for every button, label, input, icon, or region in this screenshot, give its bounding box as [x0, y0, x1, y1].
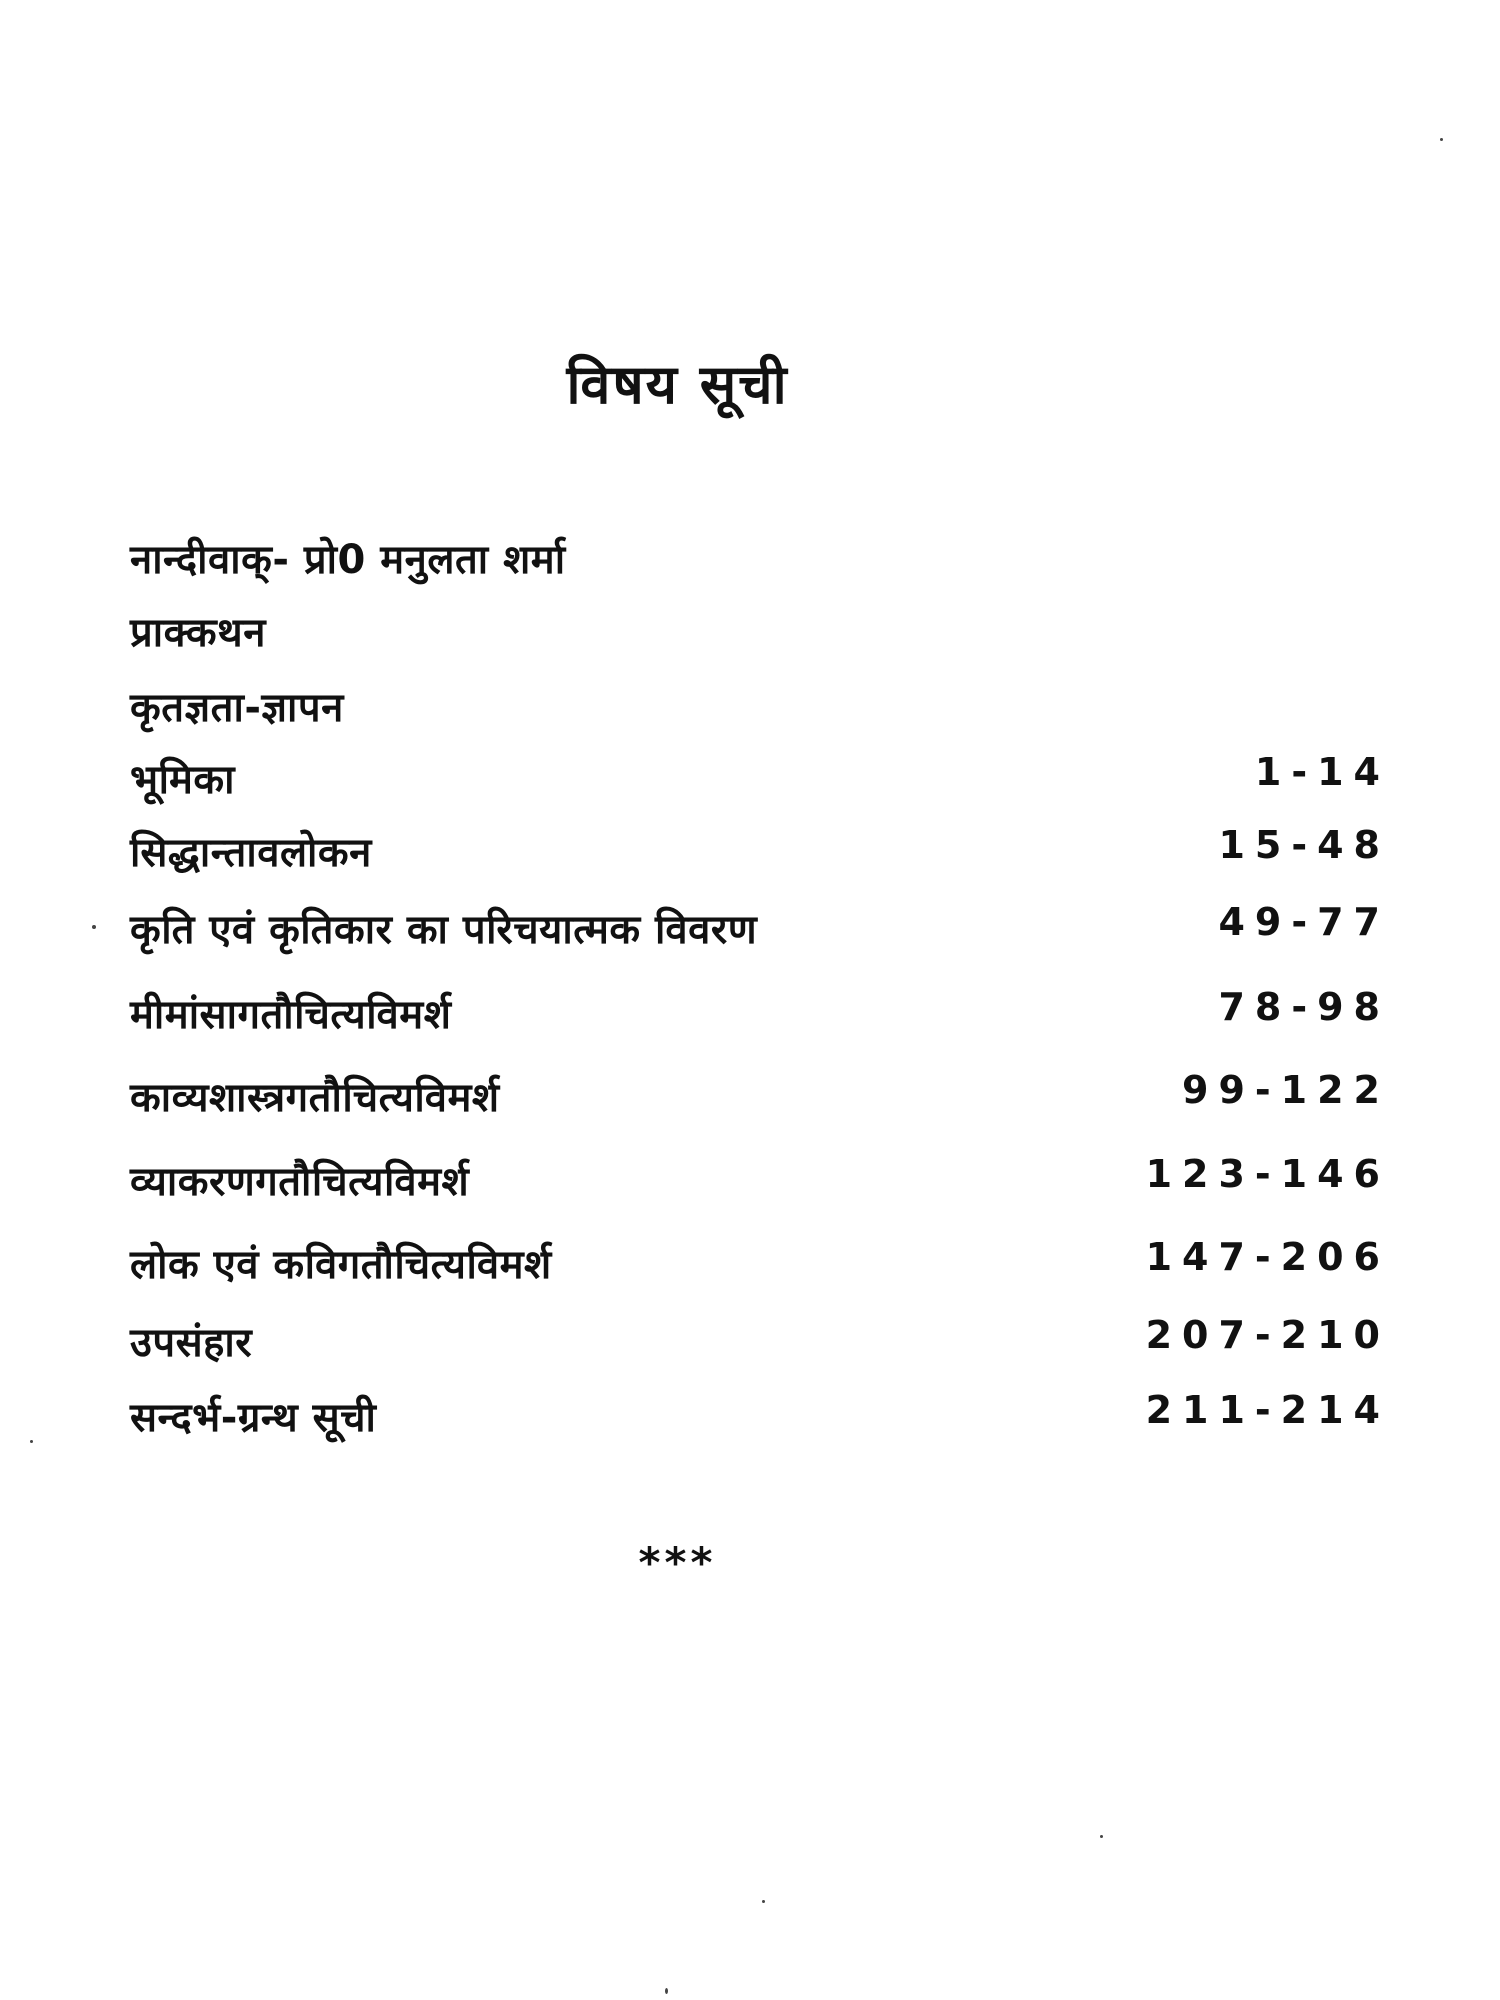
toc-entry	[130, 530, 1390, 586]
toc-entry-title: भूमिका	[130, 757, 235, 803]
toc-entry-title: सन्दर्भ-ग्रन्थ सूची	[130, 1395, 377, 1441]
toc-entry	[130, 823, 1390, 879]
toc-entry-pages: 1-14	[1254, 750, 1390, 794]
toc-entry	[130, 678, 1390, 734]
toc-entry	[130, 603, 1390, 659]
toc-entry	[130, 985, 1390, 1041]
scan-speck	[30, 1440, 33, 1443]
toc-entry-title: काव्यशास्त्रगतौचित्यविमर्श	[130, 1075, 500, 1121]
toc-entry-title: व्याकरणगतौचित्यविमर्श	[130, 1159, 470, 1205]
toc-entry-pages: 15-48	[1218, 823, 1390, 867]
toc-entry	[130, 750, 1390, 806]
end-mark: ***	[638, 1538, 717, 1587]
scan-speck	[92, 925, 96, 929]
toc-entry	[130, 1388, 1390, 1444]
scan-speck	[1440, 138, 1443, 141]
toc-entry-title: नान्दीवाक्- प्रो0 मनुलता शर्मा	[130, 537, 566, 583]
toc-entry-pages: 49-77	[1218, 900, 1390, 944]
scan-speck	[762, 1900, 765, 1903]
toc-entry-pages: 207-210	[1145, 1313, 1390, 1357]
toc-entry	[130, 1068, 1390, 1124]
toc-entry-title: कृतज्ञता-ज्ञापन	[130, 685, 344, 731]
toc-entry-title: कृति एवं कृतिकार का परिचयात्मक विवरण	[130, 907, 758, 953]
scan-speck	[665, 1988, 668, 1994]
scan-speck	[1100, 1835, 1103, 1838]
toc-entry-title: मीमांसागतौचित्यविमर्श	[130, 992, 452, 1038]
toc-entry-title: प्राक्कथन	[130, 610, 266, 656]
toc-entry-title: सिद्धान्तावलोकन	[130, 830, 372, 876]
toc-entry-pages: 147-206	[1145, 1235, 1390, 1279]
toc-entry-pages: 211-214	[1145, 1388, 1390, 1432]
toc-entry	[130, 900, 1390, 956]
toc-entry-title: उपसंहार	[130, 1320, 253, 1366]
toc-entry-pages: 99-122	[1182, 1068, 1390, 1112]
toc-entry-title: लोक एवं कविगतौचित्यविमर्श	[130, 1242, 552, 1288]
toc-entry	[130, 1235, 1390, 1291]
toc-entry	[130, 1152, 1390, 1208]
toc-entry-pages: 123-146	[1145, 1152, 1390, 1196]
toc-entry	[130, 1313, 1390, 1369]
page-title: विषय सूची	[566, 353, 789, 416]
toc-entry-pages: 78-98	[1218, 985, 1390, 1029]
